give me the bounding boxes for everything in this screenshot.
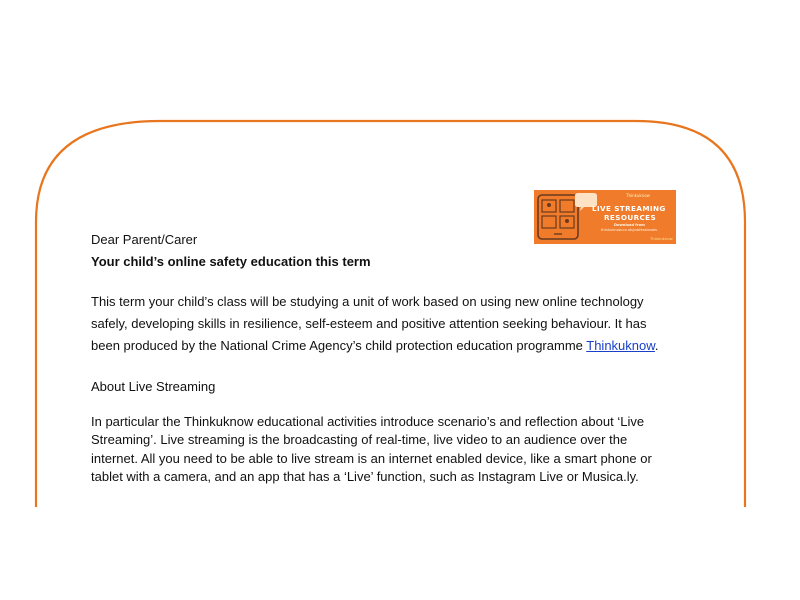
banner-download-label: Download from <box>614 222 645 227</box>
letter-subject: Your child’s online safety education this term <box>91 254 371 269</box>
banner-top-text: Thinkuknow <box>626 193 650 198</box>
paragraph-line: safely, developing skills in resilience, self-esteem and positive attention seeking behaviour. It has <box>91 316 647 331</box>
banner-title-line1: LIVE STREAMING <box>592 204 666 213</box>
banner-logo-text: Thinkuknow <box>650 236 673 241</box>
paragraph-line-text: been produced by the National Crime Agency’s child protection education programme <box>91 338 587 353</box>
paragraph-line-end: . <box>654 338 659 353</box>
paragraph-line: internet. All you need to be able to live stream is an internet enabled device, like a smart phone or <box>91 451 652 466</box>
live-streaming-resources-banner <box>534 190 676 244</box>
paragraph-line: Streaming’. Live streaming is the broadcasting of real-time, live video to an audience over the <box>91 432 628 447</box>
banner-title-line2: RESOURCES <box>604 212 657 222</box>
paragraph-line <box>91 338 659 353</box>
section-heading-live-streaming: About Live Streaming <box>91 379 216 394</box>
paragraph-line: tablet with a camera, and an app that has a ‘Live’ function, such as Instagram Live or Musica.ly. <box>91 469 639 484</box>
paragraph-line: In particular the Thinkuknow educational activities introduce scenario’s and reflection about ‘Live <box>91 414 645 429</box>
banner-url: thinkuknow.co.uk/professionals <box>601 227 657 232</box>
paragraph-line: This term your child’s class will be studying a unit of work based on using new online technology <box>91 294 644 309</box>
letter-greeting: Dear Parent/Carer <box>91 232 198 247</box>
thinkuknow-link[interactable]: Thinkuknow <box>586 338 655 353</box>
